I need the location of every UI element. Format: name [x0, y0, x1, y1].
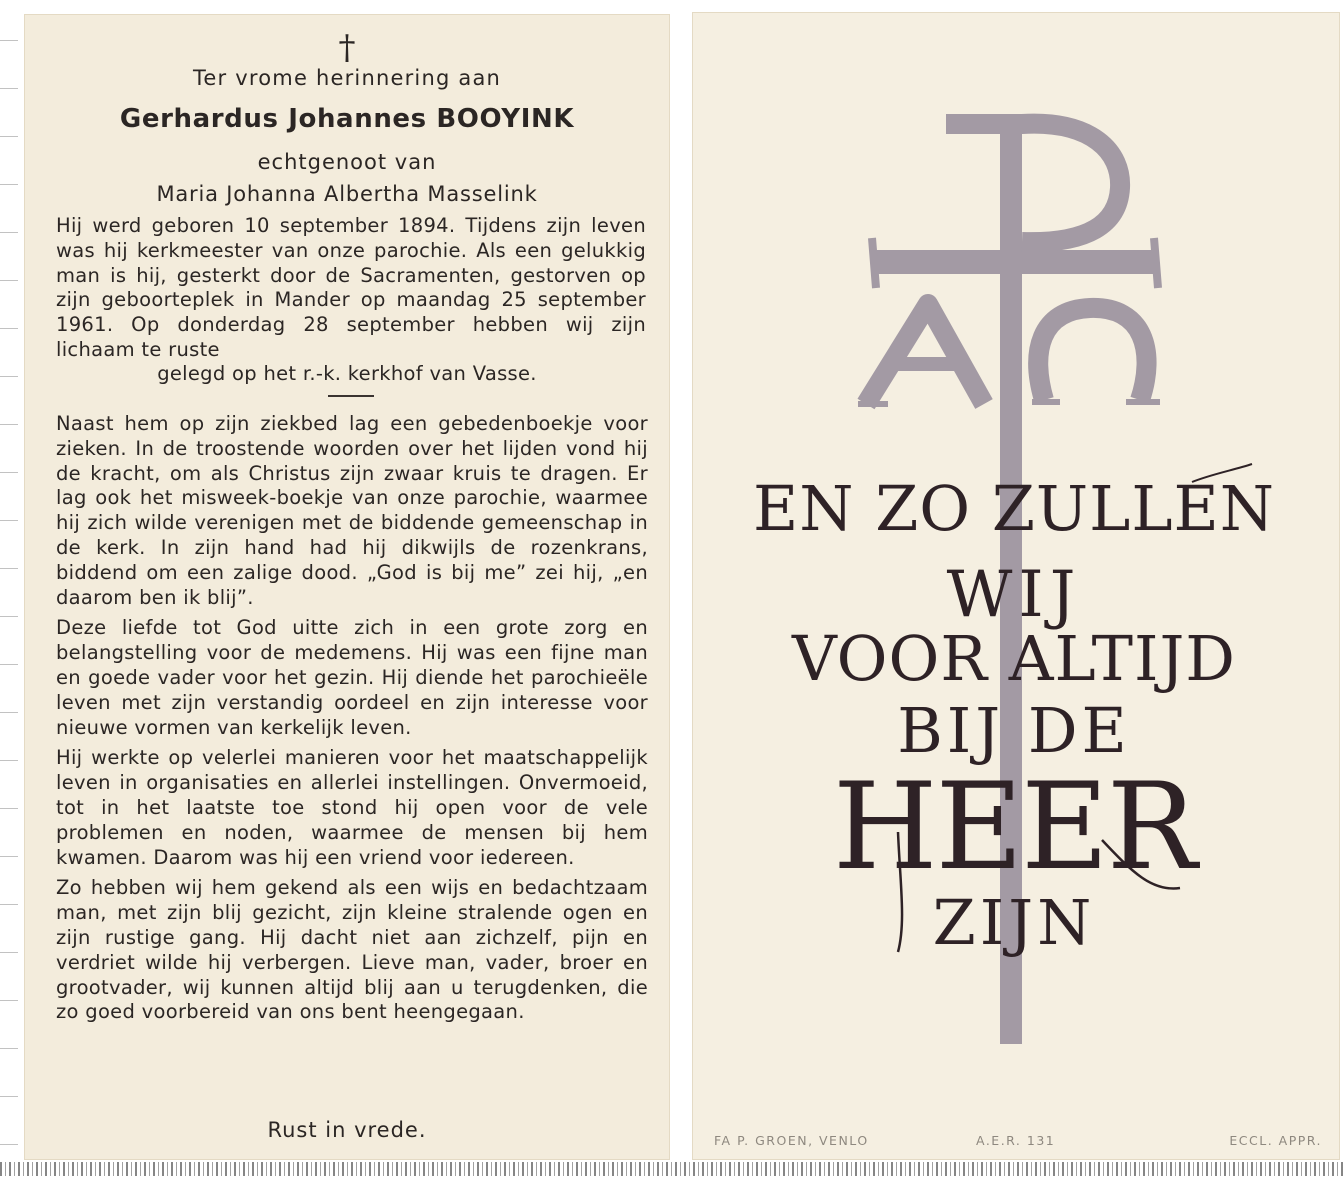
closing-line: Rust in vrede.	[267, 1118, 427, 1142]
verse-lettering	[692, 12, 1340, 1160]
section-divider	[328, 395, 374, 397]
verse-line: EN ZO ZULLEN	[752, 472, 1276, 545]
tribute-paragraph: Deze liefde tot God uitte zich in een grote zorg en belangstelling voor de medemens. Hij was een fijne man en goede vader voor het gezin. Hij diende het parochieële leven met zijn verstandig oordeel en zijn interesse voor nieuwe vormen van kerkelijk leven.	[56, 616, 648, 739]
verse-line: ZIJN	[932, 886, 1096, 959]
intro-line: Ter vrome herinnering aan	[192, 66, 502, 90]
verse-line: WIJ	[946, 558, 1082, 632]
deceased-name: Gerhardus Johannes BOOYINK	[119, 104, 575, 134]
printer-credit: FA P. GROEN, VENLO	[714, 1133, 869, 1148]
spouse-label: echtgenoot van	[257, 150, 437, 174]
scan-edge-bottom	[0, 1162, 1344, 1176]
verse-line: VOOR ALTIJD	[791, 622, 1237, 695]
tribute-paragraph: Zo hebben wij hem gekend als een wijs en bedachtzaam man, met zijn blij gezicht, zijn kleine stralende ogen en zijn rustige gang. Hij dacht niet aan zichzelf, pijn en verdriet wilde hij verbergen. Lieve man, vader, broer en grootvader, wij kunnen altijd blij aan u terugdenken, die zo goed voorbereid van ons bent heengegaan.	[56, 876, 648, 1024]
spouse-name: Maria Johanna Albertha Masselink	[156, 182, 538, 206]
biography-last-line: gelegd op het r.-k. kerkhof van Vasse.	[157, 362, 537, 385]
ecclesiastical-approval: ECCL. APPR.	[1229, 1133, 1322, 1148]
cross-icon: †	[338, 28, 356, 68]
biography-paragraph: Hij werd geboren 10 september 1894. Tijdens zijn leven was hij kerkmeester van onze parochie. Als een gelukkig man is hij, gesterkt door de Sacramenten, gestorven op zijn geboorteplek in Mander op maandag 25 september 1961. Op donderdag 28 september hebben wij zijn lichaam te ruste	[56, 214, 646, 361]
tribute-paragraph: Hij werkte op velerlei manieren voor het maatschappelijk leven in organisaties en allerlei instellingen. Onvermoeid, tot in het laatste toe stond hij open voor de vele problemen en noden, waarmee de mensen bij hem kwamen. Daarom was hij een vriend voor iedereen.	[56, 746, 648, 869]
verse-line: BIJ DE	[897, 694, 1131, 767]
serial-number: A.E.R. 131	[976, 1133, 1056, 1148]
memorial-text-card	[24, 14, 670, 1160]
tribute-paragraph: Naast hem op zijn ziekbed lag een gebedenboekje voor zieken. In de troostende woorden over het lijden vond hij de kracht, om als Christus zijn zwaar kruis te dragen. Er lag ook het misweek-boekje van onze parochie, waarmee hij zich wilde verenigen met de biddende gemeenschap in de kerk. In zijn hand had hij dikwijls de rozenkrans, biddend om een zalige dood. „God is bij me” zei hij, „en daarom ben ik blij”.	[56, 412, 648, 609]
verse-line: HEER	[832, 758, 1196, 897]
scan-edge-left	[0, 20, 18, 1160]
memorial-image-card	[692, 12, 1340, 1160]
tribute-text	[56, 412, 648, 1031]
